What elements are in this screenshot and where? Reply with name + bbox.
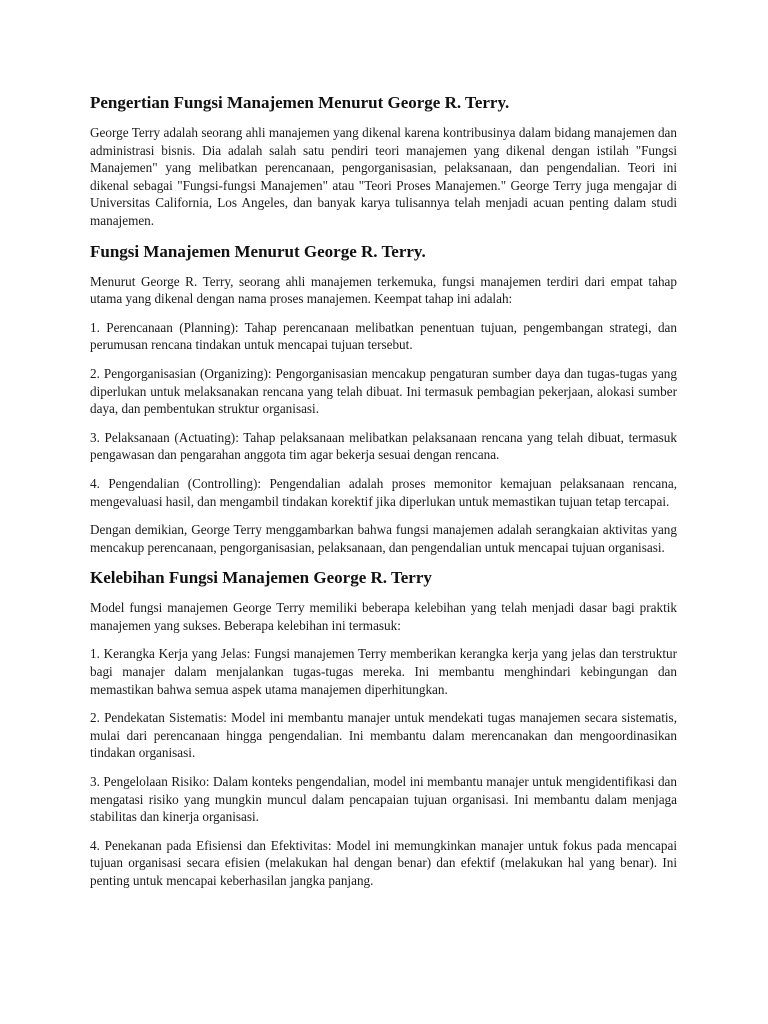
section-pengertian: [90, 92, 677, 230]
paragraph: Dengan demikian, George Terry menggambarkan bahwa fungsi manajemen adalah serangkaian aktivitas yang mencakup perencanaan, pengorganisasian, pelaksanaan, dan pengendalian untuk mencapai tujuan organisasi.: [90, 522, 677, 555]
section-heading: Fungsi Manajemen Menurut George R. Terry.: [90, 241, 426, 261]
list-item: 1. Perencanaan (Planning): Tahap perencanaan melibatkan penentuan tujuan, pengembangan strategi, dan perumusan rencana tindakan untuk mencapai tujuan tersebut.: [90, 319, 677, 353]
section-heading: Kelebihan Fungsi Manajemen George R. Terry: [90, 568, 432, 588]
list-item: 3. Pelaksanaan (Actuating): Tahap pelaksanaan melibatkan pelaksanaan rencana yang telah dibuat, termasuk pengawasan dan pengarahan anggota tim agar bekerja sesuai dengan rencana.: [90, 429, 677, 463]
list-item: 1. Kerangka Kerja yang Jelas: Fungsi manajemen Terry memberikan kerangka kerja yang jelas dan terstruktur bagi manajer dalam menjalankan tugas-tugas mereka. Ini membantu menghindari kebingungan dan memastikan bahwa semua aspek utama manajemen diperhitungkan.: [90, 646, 677, 697]
section-fungsi: [90, 241, 677, 557]
list-item: 3. Pengelolaan Risiko: Dalam konteks pengendalian, model ini membantu manajer untuk mengidentifikasi dan mengatasi risiko yang mungkin muncul dalam pencapaian tujuan organisasi. Ini membantu dalam menjaga stabilitas dan kinerja organisasi.: [90, 774, 677, 825]
list-item: 2. Pengorganisasian (Organizing): Pengorganisasian mencakup pengaturan sumber daya dan tugas-tugas yang diperlukan untuk melaksanakan rencana yang telah dibuat. Ini termasuk pembagian pekerjaan, alokasi sumber daya, dan pembentukan struktur organisasi.: [90, 365, 677, 417]
paragraph: Menurut George R. Terry, seorang ahli manajemen terkemuka, fungsi manajemen terdiri dari empat tahap utama yang dikenal dengan nama proses manajemen. Keempat tahap ini adalah:: [90, 273, 677, 307]
list-item: 4. Pengendalian (Controlling): Pengendalian adalah proses memonitor kemajuan pelaksanaan rencana, mengevaluasi hasil, dan mengambil tindakan korektif jika diperlukan untuk memastikan tujuan tetap tercapai.: [90, 475, 677, 509]
section-heading: Pengertian Fungsi Manajemen Menurut George R. Terry.: [90, 93, 510, 112]
document-page: [90, 92, 677, 901]
paragraph: Model fungsi manajemen George Terry memiliki beberapa kelebihan yang telah menjadi dasar bagi praktik manajemen yang sukses. Beberapa kelebihan ini termasuk:: [90, 600, 677, 633]
list-item: 2. Pendekatan Sistematis: Model ini membantu manajer untuk mendekati tugas manajemen secara sistematis, mulai dari perencanaan hingga pengendalian. Ini membantu dalam merencanakan dan mengoordinasikan tindakan organisasi.: [90, 710, 677, 761]
paragraph: George Terry adalah seorang ahli manajemen yang dikenal karena kontribusinya dalam bidang manajemen dan administrasi bisnis. Dia adalah salah satu pendiri teori manajemen yang dikenal dengan istilah "Fungsi Manajemen" yang melibatkan perencanaan, pengorganisasian, pelaksanaan, dan pengendalian. Teori ini dikenal sebagai "Fungsi-fungsi Manajemen" atau "Teori Proses Manajemen." George Terry juga mengajar di Universitas California, Los Angeles, dan banyak karya tulisannya telah menjadi acuan penting dalam studi manajemen.: [90, 125, 677, 228]
list-item: 4. Penekanan pada Efisiensi dan Efektivitas: Model ini memungkinkan manajer untuk fokus pada mencapai tujuan organisasi secara efisien (melakukan hal dengan benar) dan efektif (melakukan hal yang benar). Ini penting untuk mencapai keberhasilan jangka panjang.: [90, 837, 677, 888]
section-kelebihan: [90, 567, 677, 889]
